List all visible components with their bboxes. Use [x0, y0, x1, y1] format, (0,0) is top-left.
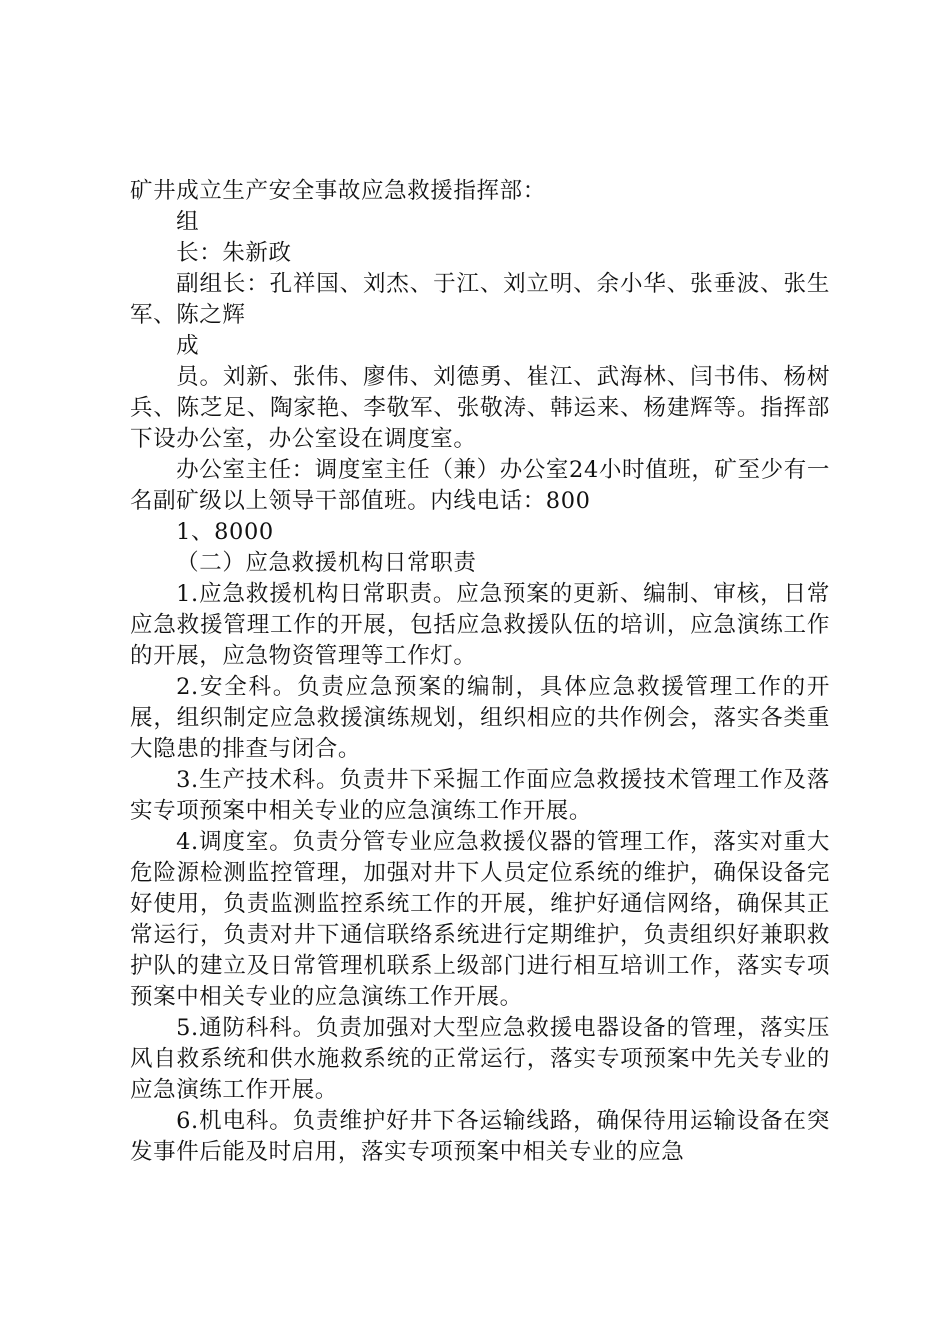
duty-item-3: 3.生产技术科。负责井下采掘工作面应急救援技术管理工作及落实专项预案中相关专业的应急演练工作开展。 [130, 767, 830, 824]
duty-item-6: 6.机电科。负责维护好井下各运输线路，确保待用运输设备在突发事件后能及时启用，落实专项预案中相关专业的应急 [130, 1108, 830, 1165]
section-heading: （二）应急救援机构日常职责 [176, 550, 477, 576]
duty-item-2: 2.安全科。负责应急预案的编制，具体应急救援管理工作的开展，组织制定应急救援演练规划，组织相应的共作例会，落实各类重大隐患的排查与闭合。 [130, 674, 830, 762]
document-page [130, 176, 830, 1168]
duty-item-1: 1.应急救援机构日常职责。应急预案的更新、编制、审核，日常应急救援管理工作的开展，包括应急救援队伍的培训，应急演练工作的开展，应急物资管理等工作灯。 [130, 581, 830, 669]
duty-item-5: 5.通防科科。负责加强对大型应急救援电器设备的管理，落实压风自救系统和供水施救系统的正常运行，落实专项预案中先关专业的应急演练工作开展。 [130, 1015, 830, 1103]
group-label-line: 组 [176, 209, 200, 235]
intro-paragraph: 矿井成立生产安全事故应急救援指挥部： [130, 178, 546, 204]
phone-continuation-line: 1、8000 [176, 519, 274, 545]
deputy-leaders-paragraph: 副组长：孔祥国、刘杰、于江、刘立明、余小华、张垂波、张生军、陈之辉 [130, 271, 830, 328]
members-paragraph: 员。刘新、张伟、廖伟、刘德勇、崔江、武海林、闫书伟、杨树兵、陈芝足、陶家艳、李敬军、张敬涛、韩运来、杨建辉等。指挥部下设办公室，办公室设在调度室。 [130, 364, 830, 452]
members-label-line: 成 [176, 333, 200, 359]
duty-item-4: 4.调度室。负责分管专业应急救援仪器的管理工作，落实对重大危险源检测监控管理，加强对井下人员定位系统的维护，确保设备完好使用，负责监测监控系统工作的开展，维护好通信网络，确保其正常运行，负责对井下通信联络系统进行定期维护，负责组织好兼职救护队的建立及日常管理机联系上级部门进行相互培训工作，落实专项预案中相关专业的应急演练工作开展。 [130, 829, 830, 1010]
office-director-paragraph: 办公室主任：调度室主任（兼）办公室24小时值班，矿至少有一名副矿级以上领导干部值班。内线电话：800 [130, 457, 830, 514]
group-leader-line: 长：朱新政 [176, 240, 292, 266]
